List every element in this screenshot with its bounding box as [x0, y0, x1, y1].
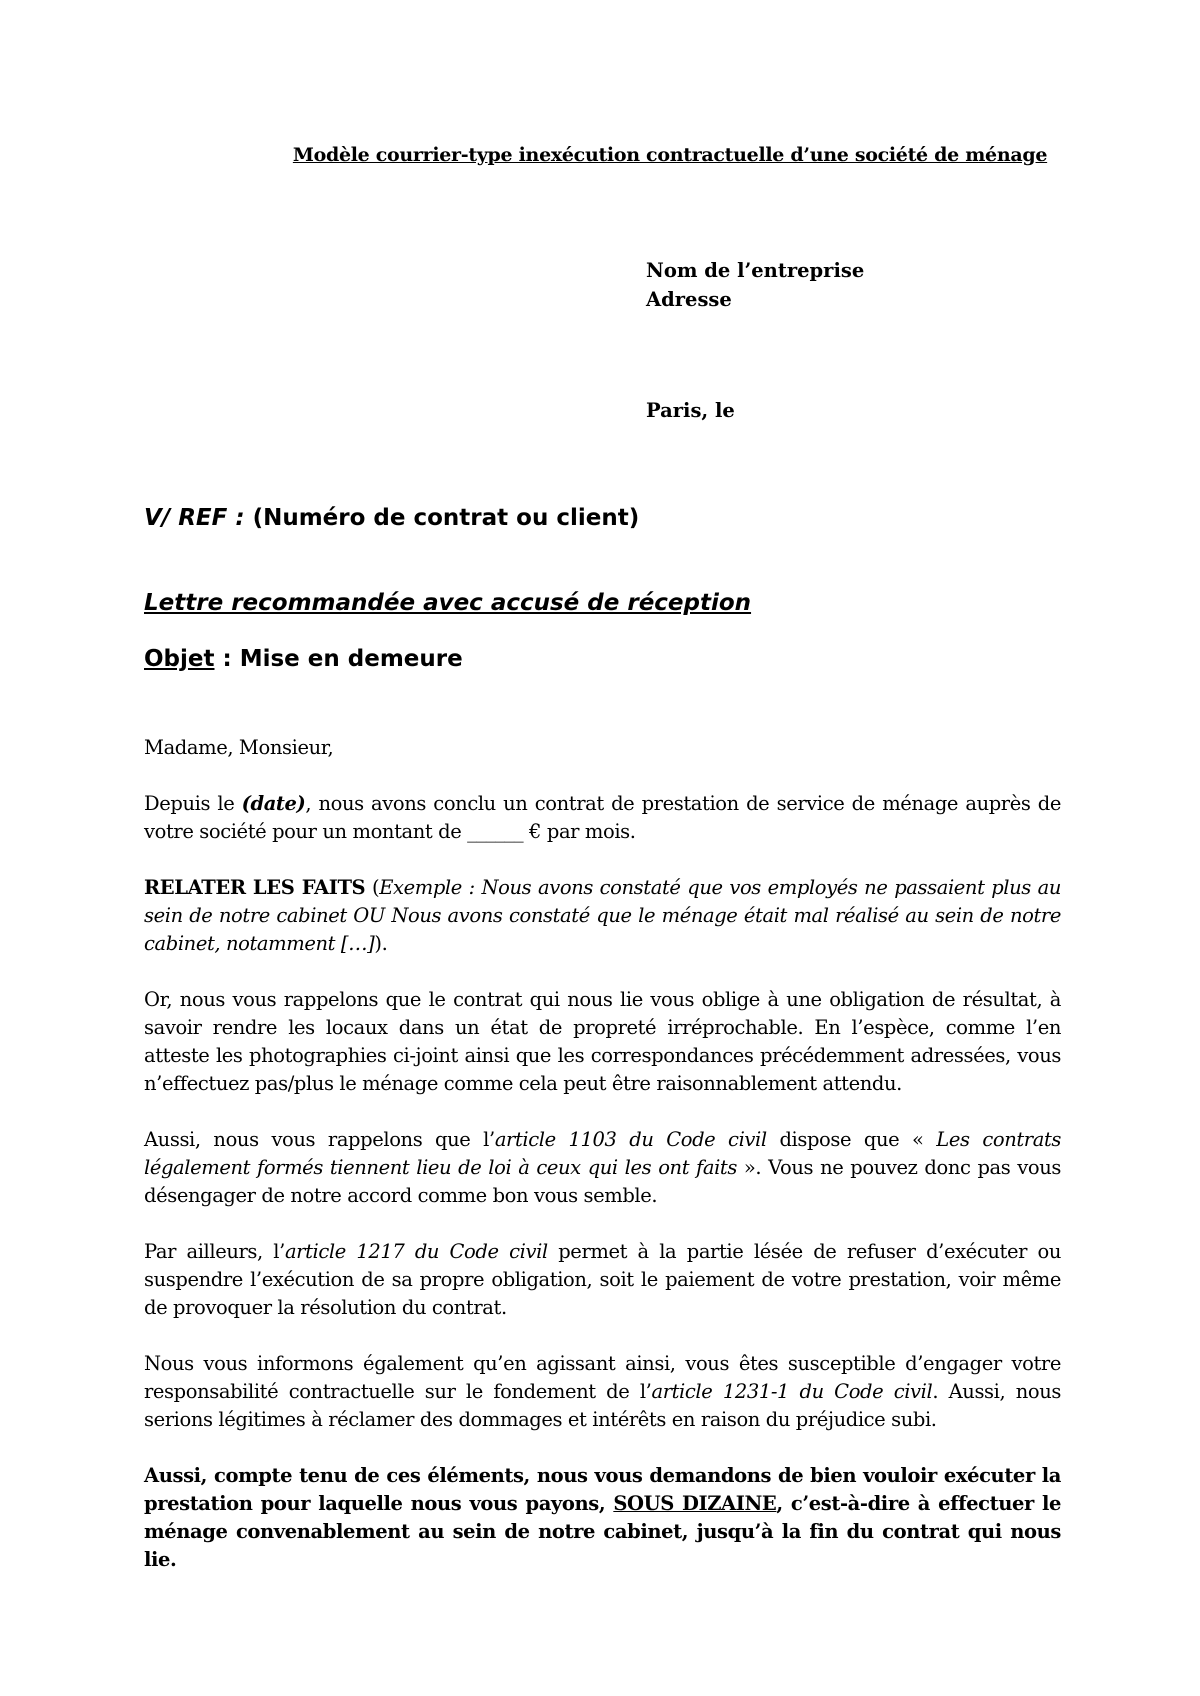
p4-text-b: dispose que «	[766, 1128, 937, 1151]
p4-text-a: Aussi, nous vous rappelons que l’	[144, 1128, 495, 1151]
p6-text-a: Nous vous informons également qu’en agissant ainsi, vous êtes susceptible d’engager votre responsabilité contractuelle sur le fondement de l’	[144, 1352, 1061, 1403]
p1-date: (date)	[241, 792, 306, 815]
paragraph-contract	[144, 790, 1061, 846]
reference-line	[144, 505, 639, 531]
reference-label: V/ REF :	[144, 505, 245, 531]
subject-separator: :	[214, 646, 240, 672]
facts-open: (	[365, 876, 380, 899]
p4-quote: Les contrats légalement formés tiennent lieu de loi à ceux qui les ont faits	[144, 1128, 1061, 1179]
subject-label: Objet	[144, 646, 215, 672]
p1-text-a: Depuis le	[144, 792, 242, 815]
paragraph-article-1103	[144, 1126, 1061, 1210]
paragraph-article-1217	[144, 1238, 1061, 1322]
p1-text-b: , nous avons conclu un contrat de prestation de service de ménage auprès de votre société pour un montant de ______ € par mois.	[144, 792, 1061, 843]
p4-text-c: ». Vous ne pouvez donc pas vous désengager de notre accord comme bon vous semble.	[144, 1156, 1062, 1207]
facts-example: Exemple : Nous avons constaté que vos employés ne passaient plus au sein de notre cabinet OU Nous avons constaté que le ménage était mal réalisé au sein de notre cabinet, notamment […]	[144, 876, 1062, 955]
p7-text-b: , c’est-à-dire à effectuer le ménage convenablement au sein de notre cabinet, jusqu’à la fin du contrat qui nous lie.	[144, 1492, 1061, 1571]
delivery-mode: Lettre recommandée avec accusé de réception	[144, 590, 752, 616]
facts-close: ).	[374, 932, 388, 955]
subject-line	[144, 646, 463, 672]
facts-lead: RELATER LES FAITS	[144, 876, 366, 899]
document-title: Modèle courrier-type inexécution contractuelle d’une société de ménage	[292, 144, 1048, 166]
p7-deadline: SOUS DIZAINE	[613, 1492, 777, 1515]
place-date: Paris, le	[646, 399, 735, 422]
p7-text-a: Aussi, compte tenu de ces éléments, nous vous demandons de bien vouloir exécuter la prestation pour laquelle nous vous payons,	[144, 1464, 1061, 1515]
paragraph-obligation	[144, 986, 1061, 1098]
p6-article: article 1231-1 du Code civil	[651, 1380, 933, 1403]
recipient-address: Adresse	[646, 288, 732, 311]
paragraph-demand	[144, 1462, 1061, 1574]
p3-text: Or, nous vous rappelons que le contrat qui nous lie vous oblige à une obligation de résultat, à savoir rendre les locaux dans un état de propreté irréprochable. En l’espèce, comme l’en atteste les photographies ci-joint ainsi que les correspondances précédemment adressées, vous n’effectuez pas/plus le ménage comme cela peut être raisonnablement attendu.	[144, 988, 1061, 1095]
paragraph-article-1231-1	[144, 1350, 1061, 1434]
p5-text-a: Par ailleurs, l’	[144, 1240, 285, 1263]
p4-article: article 1103 du Code civil	[494, 1128, 767, 1151]
salutation: Madame, Monsieur,	[144, 736, 334, 759]
p5-text-b: permet à la partie lésée de refuser d’exécuter ou suspendre l’exécution de sa propre obligation, soit le paiement de votre prestation, voir même de provoquer la résolution du contrat.	[144, 1240, 1061, 1319]
paragraph-facts	[144, 874, 1061, 958]
reference-value: (Numéro de contrat ou client)	[252, 505, 640, 531]
subject-value: Mise en demeure	[239, 646, 463, 672]
p6-text-b: . Aussi, nous serions légitimes à réclamer des dommages et intérêts en raison du préjudice subi.	[144, 1380, 1061, 1431]
p5-article: article 1217 du Code civil	[284, 1240, 548, 1263]
recipient-company: Nom de l’entreprise	[646, 259, 865, 282]
recipient-block	[646, 256, 864, 314]
